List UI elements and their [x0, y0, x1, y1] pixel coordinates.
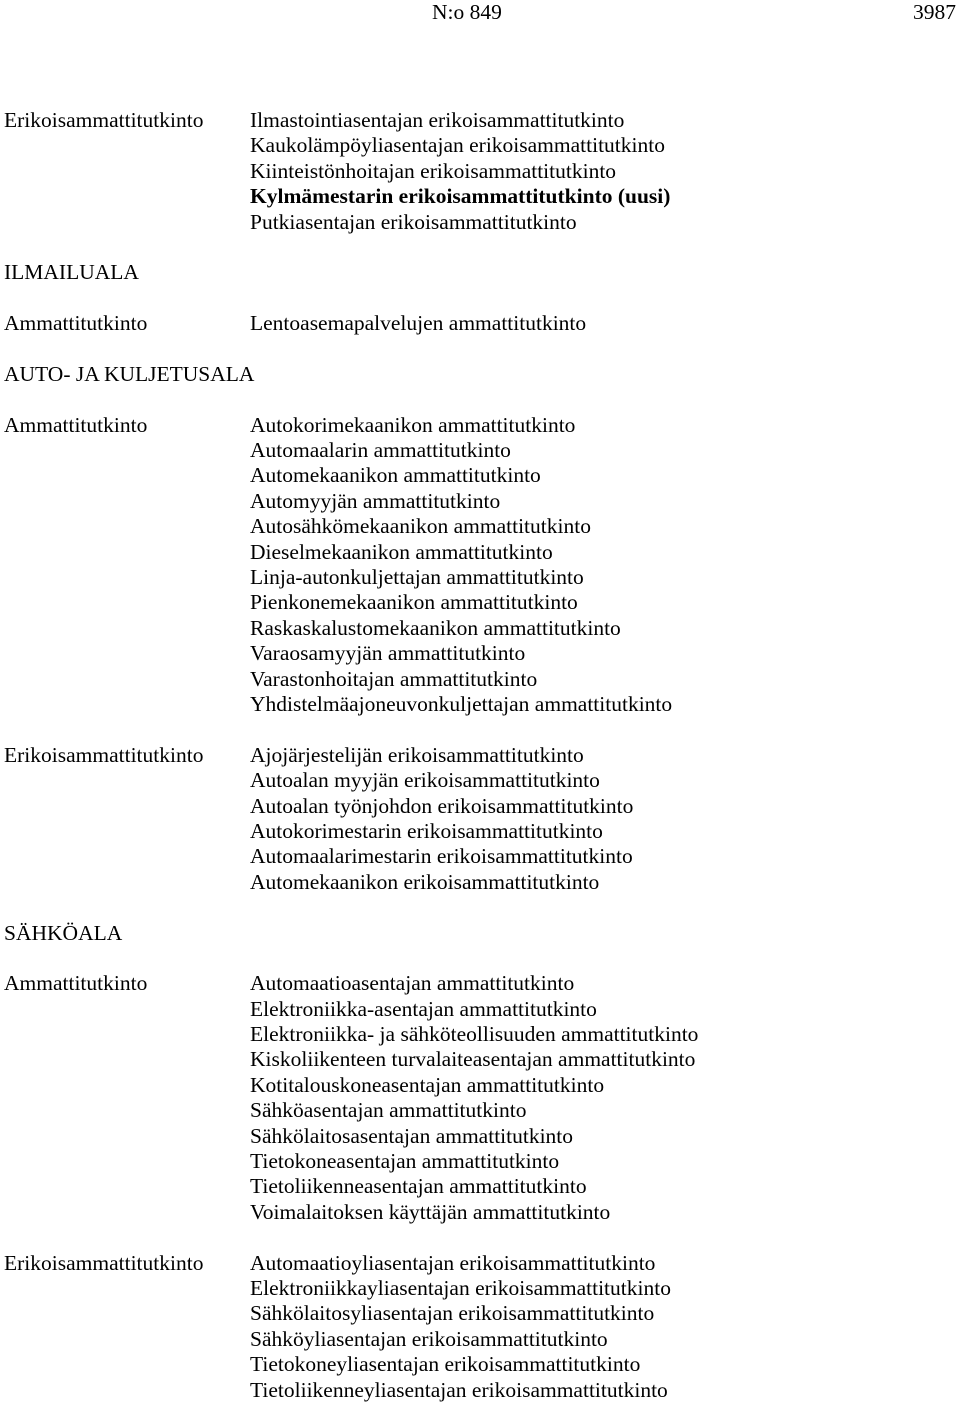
qualification-type-label: Ammattitutkinto — [4, 971, 148, 996]
qualification-item: Sähköyliasentajan erikoisammattitutkinto — [250, 1326, 608, 1351]
qualification-item: Tietoliikenneasentajan ammattitutkinto — [250, 1174, 587, 1199]
qualification-list — [250, 743, 954, 895]
qualification-item: Automaatioasentajan ammattitutkinto — [250, 971, 575, 996]
qualification-item: Autokorimestarin erikoisammattitutkinto — [250, 818, 603, 843]
qualification-item: Autoalan myyjän erikoisammattitutkinto — [250, 768, 600, 793]
qualification-item: Kiskoliikenteen turvalaiteasentajan ammattitutkinto — [250, 1047, 696, 1072]
spacer — [4, 235, 954, 260]
qualification-item: Sähkölaitosyliasentajan erikoisammattitutkinto — [250, 1301, 655, 1326]
qualification-list — [250, 1251, 954, 1403]
qualification-list — [250, 413, 954, 718]
qualification-item: Ilmastointiasentajan erikoisammattitutkinto — [250, 108, 625, 132]
qualification-item: Lentoasemapalvelujen ammattitutkinto — [250, 311, 587, 336]
qualification-item: Automaalarin ammattitutkinto — [250, 438, 511, 463]
qualification-item: Sähkölaitosasentajan ammattitutkinto — [250, 1123, 574, 1148]
qualification-item: Raskaskalustomekaanikon ammattitutkinto — [250, 615, 621, 640]
qualification-group — [4, 1251, 954, 1403]
qualification-item: Sähköasentajan ammattitutkinto — [250, 1098, 527, 1123]
qualification-item: Dieselmekaanikon ammattitutkinto — [250, 539, 553, 564]
qualification-item: Elektroniikka-asentajan ammattitutkinto — [250, 996, 597, 1021]
spacer — [4, 1225, 954, 1250]
section-heading: ILMAILUALA — [4, 260, 139, 285]
spacer — [4, 286, 954, 311]
qualification-item: Kaukolämpöyliasentajan erikoisammattitutkinto — [250, 133, 665, 158]
spacer — [4, 717, 954, 742]
qualification-type-label: Ammattitutkinto — [4, 311, 148, 336]
page-number: 3987 — [913, 0, 956, 24]
qualification-group — [4, 108, 954, 235]
qualification-item: Tietokoneasentajan ammattitutkinto — [250, 1149, 560, 1174]
section-heading: SÄHKÖALA — [4, 920, 123, 945]
section-heading: AUTO- JA KULJETUSALA — [4, 361, 255, 386]
qualification-list — [250, 108, 954, 235]
qualification-item: Putkiasentajan erikoisammattitutkinto — [250, 209, 577, 234]
qualification-type-label: Erikoisammattitutkinto — [4, 1250, 204, 1275]
qualification-item: Automyyjän ammattitutkinto — [250, 488, 501, 513]
qualification-item: Automekaanikon ammattitutkinto — [250, 463, 541, 488]
qualification-item: Elektroniikka- ja sähköteollisuuden ammattitutkinto — [250, 1022, 699, 1047]
qualification-item: Elektroniikkayliasentajan erikoisammattitutkinto — [250, 1275, 671, 1300]
qualification-item: Automekaanikon erikoisammattitutkinto — [250, 869, 600, 894]
qualification-item: Varaosamyyjän ammattitutkinto — [250, 641, 526, 666]
qualification-type-label: Erikoisammattitutkinto — [4, 742, 204, 767]
spacer — [4, 1403, 954, 1428]
qualification-item: Kotitalouskoneasentajan ammattitutkinto — [250, 1072, 605, 1097]
qualification-item: Autoalan työnjohdon erikoisammattitutkinto — [250, 793, 634, 818]
issue-number: N:o 849 — [432, 0, 502, 24]
spacer — [4, 946, 954, 971]
qualification-list — [250, 971, 954, 1225]
qualification-type-label: Ammattitutkinto — [4, 412, 148, 437]
page-header — [0, 0, 960, 26]
qualification-list — [250, 311, 954, 336]
qualification-item: Linja-autonkuljettajan ammattitutkinto — [250, 565, 584, 590]
qualification-type-label: Erikoisammattitutkinto — [4, 108, 204, 132]
qualification-item: Kylmämestarin erikoisammattitutkinto (uusi) — [250, 184, 671, 209]
qualification-item: Yhdistelmäajoneuvonkuljettajan ammattitutkinto — [250, 692, 673, 716]
qualification-item: Autosähkömekaanikon ammattitutkinto — [250, 514, 591, 539]
qualification-item: Voimalaitoksen käyttäjän ammattitutkinto — [250, 1199, 611, 1224]
spacer — [4, 337, 954, 362]
qualification-item: Autokorimekaanikon ammattitutkinto — [250, 412, 576, 437]
qualification-item: Automaalarimestarin erikoisammattitutkinto — [250, 844, 633, 869]
qualification-item: Ajojärjestelijän erikoisammattitutkinto — [250, 742, 584, 767]
qualification-group — [4, 743, 954, 895]
qualification-item: Automaatioyliasentajan erikoisammattitutkinto — [250, 1250, 656, 1275]
document-body — [4, 108, 954, 1428]
qualification-item: Kiinteistönhoitajan erikoisammattitutkinto — [250, 158, 617, 183]
spacer — [4, 895, 954, 920]
qualification-group — [4, 311, 954, 336]
qualification-group — [4, 971, 954, 1225]
qualification-item: Varastonhoitajan ammattitutkinto — [250, 666, 538, 691]
qualification-item: Tietokoneyliasentajan erikoisammattitutkinto — [250, 1352, 641, 1377]
qualification-item: Tietoliikenneyliasentajan erikoisammattitutkinto — [250, 1377, 668, 1402]
spacer — [4, 387, 954, 412]
qualification-item: Pienkonemekaanikon ammattitutkinto — [250, 590, 578, 615]
qualification-group — [4, 413, 954, 718]
